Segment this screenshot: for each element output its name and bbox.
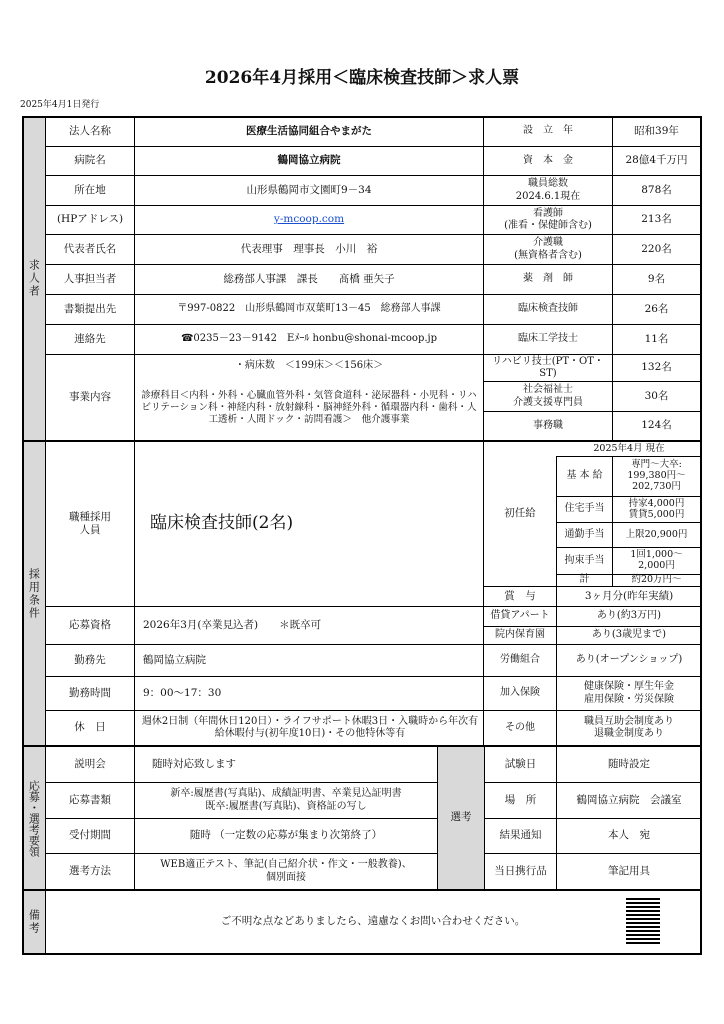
qual-label: 応募資格 bbox=[69, 618, 111, 631]
salary-row-value: 持家4,000円 賃貸5,000円 bbox=[628, 497, 685, 520]
stat-label: 介護職 (無資格者含む) bbox=[514, 237, 582, 261]
benefit-value: 職員互助会制度あり 退職金制度あり bbox=[584, 715, 674, 739]
houjin-value: 医療生活協同組合やまがた bbox=[246, 124, 372, 137]
stat-label: 薬 剤 師 bbox=[523, 273, 573, 285]
exam-date-value: 随時設定 bbox=[608, 757, 650, 770]
contact-label: 連絡先 bbox=[74, 332, 106, 345]
stat-value: 132名 bbox=[641, 361, 672, 374]
kind-value: 臨床検査技師(2名) bbox=[150, 513, 294, 534]
stat-value: 26名 bbox=[644, 302, 669, 315]
holiday-label: 休 日 bbox=[74, 721, 106, 734]
stat-label: 臨床検査技師 bbox=[518, 303, 578, 315]
hr-value: 総務部人事課 課長 髙橋 亜矢子 bbox=[223, 272, 395, 285]
stat-label: 職員総数 2024.6.1現在 bbox=[515, 178, 581, 202]
stat-value: 28億4千万円 bbox=[625, 154, 688, 167]
address-label: 所在地 bbox=[74, 183, 106, 196]
stat-value: 昭和39年 bbox=[634, 124, 679, 137]
stat-label: 設 立 年 bbox=[523, 125, 573, 137]
remarks-text: ご不明な点などありましたら、遠慮なくお問い合わせください。 bbox=[220, 915, 526, 928]
houjin-label: 法人名称 bbox=[69, 124, 111, 137]
benefit-label: その他 bbox=[505, 721, 535, 733]
stat-label: リハビリ技士(PT・OT・ST) bbox=[492, 355, 604, 379]
rep-label: 代表者氏名 bbox=[63, 242, 117, 255]
salary-row-value: 上限20,900円 bbox=[625, 528, 688, 540]
holiday-value: 週休2日制（年間休日120日）・ライフサポート休暇3日・入職時から年次有給休暇付与(初年度10日)・その他特休等有 bbox=[141, 715, 479, 739]
salary-label: 初任給 bbox=[504, 507, 536, 520]
stat-value: 220名 bbox=[641, 242, 672, 255]
benefit-value: 健康保険・厚生年金 雇用保険・労災保険 bbox=[584, 681, 674, 705]
method-label: 選考方法 bbox=[69, 864, 111, 877]
place-label: 場 所 bbox=[504, 793, 537, 806]
address-value: 山形県鶴岡市文園町9－34 bbox=[246, 183, 372, 196]
section-saiyo: 採用条件 bbox=[27, 567, 41, 620]
stat-label: 社会福祉士 介護支援専門員 bbox=[513, 384, 583, 408]
section-kyujinsha: 求人者 bbox=[27, 259, 41, 298]
setsumei-value: 随時対応致します bbox=[152, 757, 236, 770]
stat-value: 213名 bbox=[641, 213, 672, 226]
salary-row-value: 約20万円～ bbox=[631, 574, 682, 586]
hospital-value: 鶴岡協立病院 bbox=[277, 154, 341, 167]
benefit-label: 加入保険 bbox=[500, 687, 540, 699]
bonus-value: 3ヶ月分(昨年実績) bbox=[584, 589, 674, 602]
salary-row-label: 計 bbox=[579, 574, 590, 586]
business-depts: 診療科目＜内科・外科・心臓血管外科・気管食道科・泌尿器科・小児科・リハビリテーション科・神経内科・放射線科・脳神経外科・循環器内科・歯科・人工透析・人間ドック・訪問看護＞ 他介護事業 bbox=[141, 390, 477, 425]
benefit-value: あり(3歳児まで) bbox=[591, 629, 667, 641]
hr-label: 人事担当者 bbox=[63, 272, 117, 285]
bring-label: 当日携行品 bbox=[494, 864, 547, 877]
bring-value: 筆記用具 bbox=[608, 864, 650, 877]
result-value: 本人 宛 bbox=[608, 829, 650, 842]
salary-row-label: 拘束手当 bbox=[564, 554, 605, 566]
qr-code-icon[interactable] bbox=[626, 898, 660, 944]
salary-row-value: 専門～大卒: 199,380円～ 202,730円 bbox=[627, 459, 686, 492]
stat-value: 9名 bbox=[647, 272, 666, 285]
benefit-value: あり(オープンショップ) bbox=[575, 654, 683, 666]
business-beds: ・病床数 ＜199床＞＜156床＞ bbox=[234, 359, 384, 371]
hp-link[interactable]: y-mcoop.com bbox=[273, 213, 345, 226]
stat-value: 11名 bbox=[644, 332, 669, 345]
salary-as-of: 2025年4月 現在 bbox=[593, 443, 665, 455]
salary-row-label: 通勤手当 bbox=[564, 528, 605, 540]
kind-label: 職種採用 人員 bbox=[69, 510, 111, 536]
hours-label: 勤務時間 bbox=[69, 686, 111, 699]
stat-value: 878名 bbox=[641, 183, 672, 196]
submit-label: 書類提出先 bbox=[63, 302, 117, 315]
period-value: 随時 （一定数の応募が集まり次第終了） bbox=[189, 829, 383, 842]
method-value: WEB適正テスト、筆記(自己紹介状・作文・一般教養)、 個別面接 bbox=[160, 859, 412, 883]
issue-date: 2025年4月1日発行 bbox=[20, 100, 100, 111]
place-value: 鶴岡協立病院 会議室 bbox=[576, 793, 682, 806]
salary-row-value: 1回1,000～ 2,000円 bbox=[630, 549, 683, 571]
salary-row-label: 住宅手当 bbox=[564, 503, 605, 515]
benefit-label: 借貸アパート bbox=[490, 610, 550, 622]
stat-label: 資 本 金 bbox=[523, 154, 573, 166]
stat-label: 看護師 (准看・保健師含む) bbox=[504, 207, 592, 231]
section-oubo: 応募・選考要領 bbox=[27, 779, 41, 857]
stat-label: 臨床工学技士 bbox=[518, 333, 578, 345]
benefit-label: 労働組合 bbox=[500, 654, 540, 666]
benefit-value: あり(約3万円) bbox=[596, 610, 662, 622]
qual-value: 2026年3月(卒業見込者) ＊既卒可 bbox=[143, 618, 322, 631]
business-label: 事業内容 bbox=[69, 390, 111, 403]
hp-label: (HPアドレス) bbox=[56, 213, 124, 226]
docs-label: 応募書類 bbox=[69, 793, 111, 806]
stat-value: 30名 bbox=[644, 389, 669, 402]
page-title: 2026年4月採用＜臨床検査技師＞求人票 bbox=[204, 68, 520, 89]
setsumei-label: 説明会 bbox=[74, 757, 106, 770]
work-value: 鶴岡協立病院 bbox=[143, 653, 206, 666]
exam-date-label: 試験日 bbox=[504, 757, 537, 770]
hospital-label: 病院名 bbox=[74, 154, 106, 167]
docs-value: 新卒:履歴書(写真貼)、成績証明書、卒業見込証明書 既卒:履歴書(写真貼)、資格証の写し bbox=[170, 788, 402, 812]
benefit-label: 院内保育園 bbox=[495, 629, 545, 641]
submit-value: 〒997-0822 山形県鶴岡市双葉町13－45 総務部人事課 bbox=[177, 303, 441, 315]
bonus-label: 賞 与 bbox=[504, 589, 536, 602]
rep-value: 代表理事 理事長 小川 裕 bbox=[240, 242, 378, 255]
work-label: 勤務先 bbox=[74, 653, 106, 666]
hours-value: 9：00～17：30 bbox=[143, 686, 222, 699]
senkou-label: 選考 bbox=[450, 811, 472, 824]
contact-value: ☎0235－23－9142 Eﾒｰﾙ honbu@shonai-mcoop.jp bbox=[180, 333, 438, 345]
result-label: 結果通知 bbox=[499, 829, 542, 842]
salary-row-label: 基 本 給 bbox=[566, 470, 603, 482]
section-biko: 備考 bbox=[27, 909, 41, 935]
stat-label: 事務職 bbox=[533, 419, 563, 431]
stat-value: 124名 bbox=[641, 419, 672, 432]
period-label: 受付期間 bbox=[69, 829, 111, 842]
